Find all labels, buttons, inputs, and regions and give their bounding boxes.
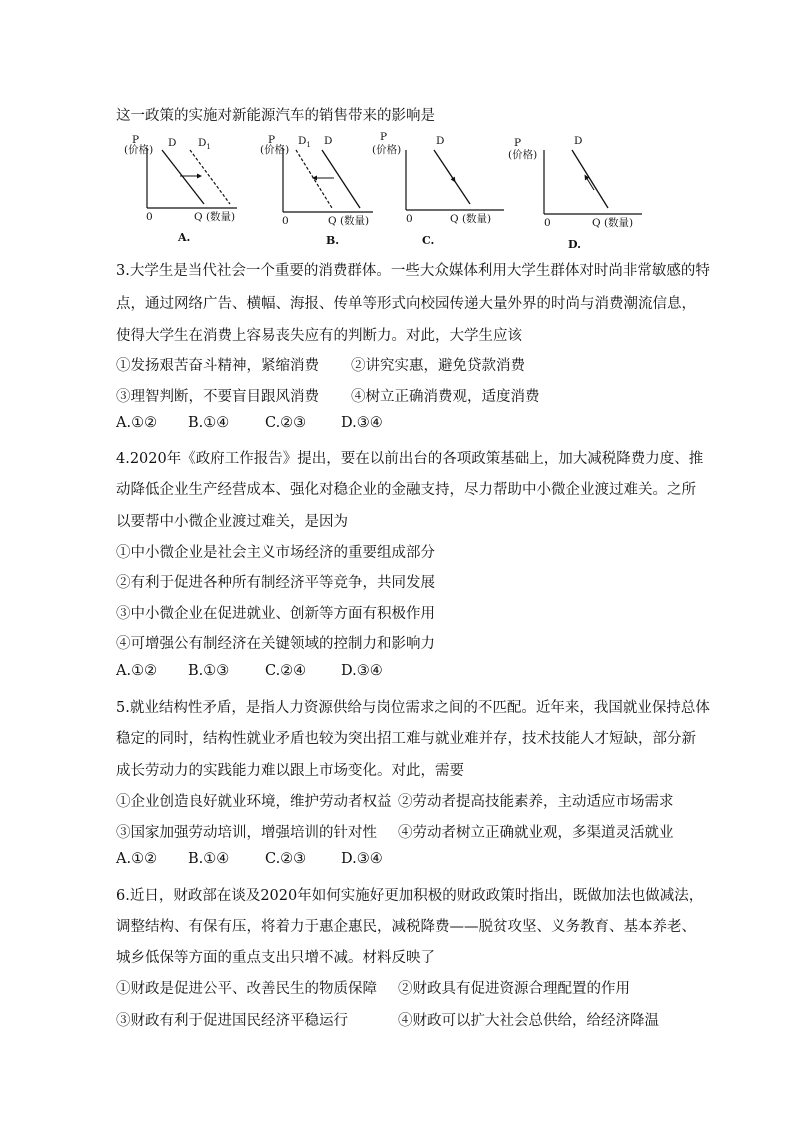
price-axis-p: P	[132, 134, 140, 146]
quantity-axis-label: Q (数量)	[328, 215, 370, 227]
q4-choice-b: B.①③	[188, 663, 230, 679]
q3-statement-2: ②讲究实惠，避免贷款消费	[351, 358, 525, 374]
graph-d-figure	[530, 128, 650, 248]
curve-label-d: D	[574, 135, 583, 147]
origin-label: 0	[282, 215, 289, 227]
q5-choice-d: D.③④	[341, 851, 383, 867]
graph-option-b	[258, 128, 378, 248]
price-axis-label: (价格)	[372, 144, 402, 156]
q4-stem-line1: 4.2020年《政府工作报告》提出，要在以前出台的各项政策基础上，加大减税降费力度、推	[116, 451, 704, 467]
q5-statement-3: ③国家加强劳动培训，增强培训的针对性	[116, 825, 377, 841]
q4-statement-3: ③中小微企业在促进就业、创新等方面有积极作用	[116, 606, 435, 622]
price-axis-label: (价格)	[260, 144, 290, 156]
graph-option-d	[508, 128, 650, 251]
graph-option-a	[122, 128, 242, 248]
q6-statement-3: ③财政有利于促进国民经济平稳运行	[116, 1013, 348, 1029]
graph-c-figure	[392, 128, 512, 248]
curve-label-d1: $D_1$	[198, 137, 211, 152]
q3-choices	[116, 415, 383, 431]
price-axis-p: P	[268, 134, 276, 146]
option-letter: B.	[326, 234, 340, 247]
q3-choice-c: C.②③	[265, 415, 307, 431]
q6-statement-2: ②财政具有促进资源合理配置的作用	[398, 981, 630, 997]
q3-stem-line3: 使得大学生在消费上容易丧失应有的判断力。对此，大学生应该	[116, 328, 522, 344]
q6-statements-row1	[116, 977, 630, 998]
q5-choice-c: C.②③	[265, 851, 307, 867]
q4-statement-4: ④可增强公有制经济在关键领域的控制力和影响力	[116, 636, 435, 652]
curve-label-d: D	[436, 135, 445, 147]
q4-choice-c: C.②④	[265, 663, 307, 679]
q5-statement-1: ①企业创造良好就业环境，维护劳动者权益	[116, 794, 392, 810]
q6-stem-line2: 调整结构、有保有压，将着力于惠企惠民，减税降费——脱贫攻坚、义务教育、基本养老、	[116, 919, 696, 935]
q3-choice-a: A.①②	[116, 415, 158, 431]
curve-label-d1: $D_1$	[298, 135, 311, 150]
q4-stem-line3: 以要帮中小微企业渡过难关，是因为	[116, 514, 348, 530]
q5-stem-line2: 稳定的同时，结构性就业矛盾也较为突出招工难与就业难并存，技术技能人才短缺，部分新	[116, 731, 696, 747]
q5-choice-b: B.①④	[188, 851, 230, 867]
q4-choice-a: A.①②	[116, 663, 158, 679]
curve-label-d: D	[168, 137, 177, 149]
price-axis-label: (价格)	[508, 149, 538, 161]
q5-statements-row2	[116, 821, 674, 842]
q3-stem-line1: 3.大学生是当代社会一个重要的消费群体。一些大众媒体利用大学生群体对时尚非常敏感的特	[116, 263, 710, 279]
origin-label: 0	[146, 211, 153, 223]
q3-statements-row2	[116, 385, 540, 406]
q3-stem-line2: 点，通过网络广告、横幅、海报、传单等形式向校园传递大量外界的时尚与消费潮流信息，	[116, 296, 696, 312]
demand-curve-d	[322, 150, 360, 208]
q5-choices	[116, 851, 383, 867]
q6-statements-row2	[116, 1009, 659, 1030]
q5-statement-2: ②劳动者提高技能素养，主动适应市场需求	[398, 794, 674, 810]
quantity-axis-label: Q (数量)	[592, 217, 634, 229]
q6-statement-4: ④财政可以扩大社会总供给，给经济降温	[398, 1013, 659, 1029]
q3-choice-d: D.③④	[341, 415, 383, 431]
q6-stem-line3: 城乡低保等方面的重点支出只增不减。材料反映了	[116, 950, 435, 966]
q4-statement-1: ①中小微企业是社会主义市场经济的重要组成部分	[116, 545, 435, 561]
option-letter: A.	[178, 231, 191, 244]
q3-statement-4: ④树立正确消费观，适度消费	[351, 389, 540, 405]
q5-stem-line3: 成长劳动力的实践能力难以跟上市场变化。对此，需要	[116, 763, 464, 779]
q5-choice-a: A.①②	[116, 851, 158, 867]
q5-stem-line1: 5.就业结构性矛盾，是指人力资源供给与岗位需求之间的不匹配。近年来，我国就业保持总体	[116, 700, 710, 716]
q5-statement-4: ④劳动者树立正确就业观，多渠道灵活就业	[398, 825, 674, 841]
quantity-axis-label: Q (数量)	[194, 211, 236, 223]
origin-label: 0	[406, 213, 413, 225]
price-axis-p: P	[514, 137, 522, 149]
q4-choice-d: D.③④	[341, 663, 383, 679]
option-letter: D.	[568, 238, 581, 251]
quantity-axis-label: Q (数量)	[450, 213, 492, 225]
question-stem-continuation: 这一政策的实施对新能源汽车的销售带来的影响是	[116, 108, 435, 124]
graph-option-c	[372, 128, 512, 248]
price-axis-label: (价格)	[124, 144, 154, 156]
demand-curve-d1	[190, 150, 230, 204]
q3-statement-1: ①发扬艰苦奋斗精神，紧缩消费	[116, 358, 319, 374]
q4-statement-2: ②有利于促进各种所有制经济平等竞争，共同发展	[116, 575, 435, 591]
q3-statements-row1	[116, 354, 525, 375]
option-letter: C.	[422, 234, 435, 247]
q4-choices	[116, 663, 383, 679]
q6-statement-1: ①财政是促进公平、改善民生的物质保障	[116, 981, 377, 997]
q5-statements-row1	[116, 790, 674, 811]
q3-choice-b: B.①④	[188, 415, 230, 431]
demand-curve-options	[110, 128, 670, 251]
price-axis-p: P	[380, 131, 388, 143]
origin-label: 0	[544, 217, 551, 229]
curve-label-d: D	[324, 135, 333, 147]
q3-statement-3: ③理智判断，不要盲目跟风消费	[116, 389, 319, 405]
q4-stem-line2: 动降低企业生产经营成本、强化对稳企业的金融支持，尽力帮助中小微企业渡过难关。之所	[116, 482, 696, 498]
demand-curve-d	[572, 150, 608, 208]
q6-stem-line1: 6.近日，财政部在谈及2020年如何实施好更加积极的财政政策时指出，既做加法也做减法，	[116, 888, 704, 904]
